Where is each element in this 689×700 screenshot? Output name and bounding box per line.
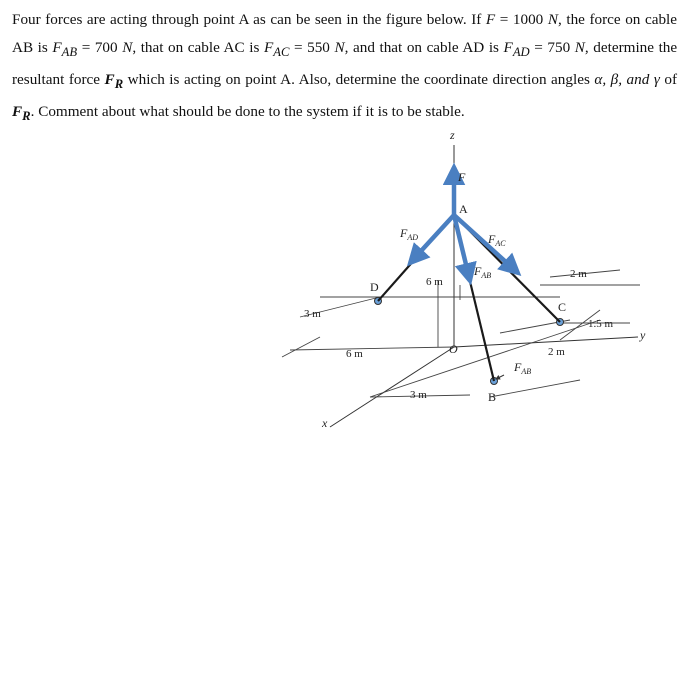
axis-x-label: x xyxy=(322,416,328,430)
fac-subscript: AC xyxy=(273,45,290,60)
problem-text-4: , and that on cable AD is xyxy=(344,39,499,56)
dim-6m-vertical: 6 m xyxy=(426,276,443,288)
point-b-label: B xyxy=(488,390,497,404)
dim-2m-lower: 2 m xyxy=(548,346,565,358)
problem-text-8: . Comment about what should be done to the system if it is to be stable. xyxy=(30,103,465,121)
fab-reaction-arrow xyxy=(496,375,504,379)
problem-text-1: Four forces are acting through point A as can be seen in the figure below. If xyxy=(12,11,482,28)
point-a-label: A xyxy=(459,202,468,216)
problem-text-5: , determine the resultant force xyxy=(12,39,678,89)
dim-1-5m: 1.5 m xyxy=(588,318,614,330)
ground-guides xyxy=(282,270,640,397)
unit-n: N xyxy=(547,11,558,28)
fr-symbol-2: F xyxy=(12,103,23,121)
fr-symbol: F xyxy=(104,71,115,89)
force-f-symbol: F xyxy=(485,11,496,28)
fr-subscript-2: R xyxy=(22,109,31,124)
direction-angles: α, β, and γ xyxy=(594,71,660,89)
dim-3m-left: 3 m xyxy=(304,308,321,320)
fac-value: = 550 xyxy=(293,39,330,56)
force-system-figure xyxy=(260,125,689,435)
label-fab-lower: $F_{AB}$ xyxy=(514,360,532,376)
axis-y-label: y xyxy=(640,328,646,342)
fad-subscript: AD xyxy=(512,45,530,60)
problem-text-3: , that on cable AC is xyxy=(132,39,260,56)
fr-subscript: R xyxy=(114,77,124,92)
label-f: F xyxy=(458,170,466,184)
label-fab: $F_{AB}$ xyxy=(474,264,492,280)
fab-symbol: F xyxy=(52,39,62,56)
problem-text-7: of xyxy=(664,71,678,89)
dim-6m-x: 6 m xyxy=(346,348,363,360)
unit-n: N xyxy=(334,39,345,56)
label-fac: $F_{AC}$ xyxy=(488,232,506,248)
unit-n: N xyxy=(574,39,585,56)
fab-subscript: AB xyxy=(61,45,78,60)
label-fad: $F_{AD}$ xyxy=(400,226,419,242)
fac-symbol: F xyxy=(263,39,274,56)
fab-value: = 700 xyxy=(81,39,118,56)
dim-3m-bottom: 3 m xyxy=(410,389,427,401)
force-f-value: = 1000 xyxy=(499,11,544,28)
unit-n: N xyxy=(122,39,133,56)
fad-symbol: F xyxy=(503,39,513,56)
problem-text-6: which is acting on point A. Also, determine the coordinate direction angles xyxy=(127,71,590,89)
point-c-label: C xyxy=(558,300,567,314)
problem-text-2: , the force on cable AB is xyxy=(12,11,677,56)
axis-z-label: z xyxy=(450,128,455,142)
point-d-label: D xyxy=(370,280,379,294)
fad-value: = 750 xyxy=(534,39,571,56)
force-fac-arrow xyxy=(454,215,518,273)
dim-2m-top: 2 m xyxy=(570,268,587,280)
problem-statement xyxy=(12,6,677,130)
point-o-label: O xyxy=(449,342,458,356)
